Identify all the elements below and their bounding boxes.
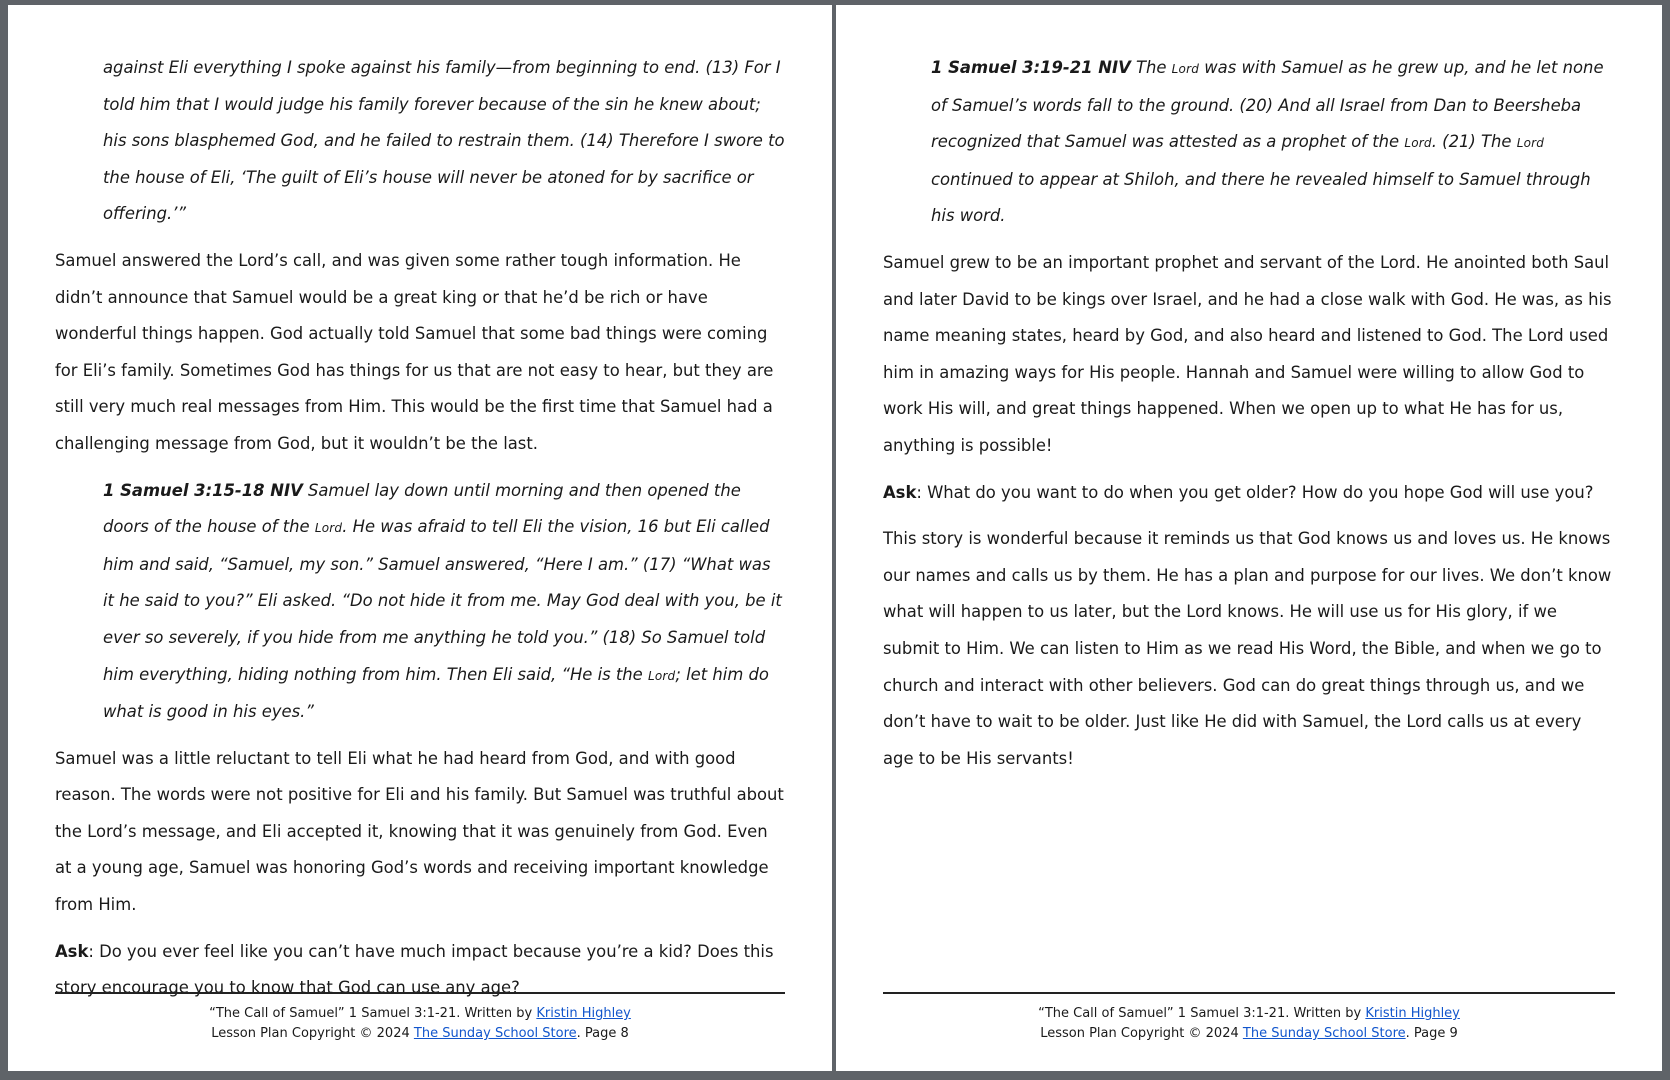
body-paragraph: Samuel grew to be an important prophet and servant of the Lord. He anointed both Saul and later David to be kings over Israel, and he had a close walk with God. He was, as his name meaning states, heard by God, and also heard and listened to God. The Lord used him in amazing ways for His people. Hannah and Samuel were willing to allow God to work His will, and great things happened. When we open up to what He has for us, anything is possible! (883, 252, 1612, 455)
store-link[interactable]: The Sunday School Store (413, 1026, 577, 1041)
store-link[interactable]: The Sunday School Store (1242, 1026, 1406, 1041)
scripture-reference: 1 Samuel 3:15-18 NIV (103, 480, 303, 500)
footer-line-1 (55, 1004, 785, 1024)
author-link[interactable]: Kristin Highley (1365, 1006, 1460, 1021)
ask-label: Ask (55, 941, 89, 961)
ask-text: : Do you ever feel like you can’t have much impact because you’re a kid? Does this story encourage you to know that God can use any age? (55, 941, 774, 998)
scripture-quote (103, 50, 785, 233)
page-footer (55, 992, 785, 1044)
page-number: . Page 9 (1405, 1026, 1458, 1041)
footer-line-2 (883, 1024, 1615, 1044)
scripture-quote (103, 473, 785, 731)
page-8 (8, 5, 832, 1071)
quote-text: against Eli everything I spoke against his family—from beginning to end. (13) For I told him that I would judge his family forever because of the sin he knew about; his sons blasphemed God, and he failed to restrain them. (14) Therefore I swore to the house of Eli, ‘The guilt of Eli’s house will never be atoned for by sacrifice or offering.’” (103, 58, 785, 224)
small-caps-lord: Lord (1516, 136, 1545, 151)
footer-copyright: Lesson Plan Copyright © 2024 (1040, 1026, 1243, 1041)
small-caps-lord: Lord (1171, 62, 1200, 76)
scripture-reference: 1 Samuel 3:19-21 NIV (931, 58, 1131, 77)
author-link[interactable]: Kristin Highley (536, 1006, 631, 1021)
footer-title: “The Call of Samuel” 1 Samuel 3:1-21. Written by (1038, 1006, 1366, 1021)
small-caps-lord: Lord (647, 668, 676, 683)
small-caps-lord: Lord (314, 521, 343, 536)
quote-text: . He was afraid to tell Eli the vision, 16 but Eli called him and said, “Samuel, my son.” Samuel answered, “Here I am.” (17) “What was it he said to you?” Eli asked. “Do not hide it from me. May God deal with you, be it ever so severely, if you hide from me anything he told you.” (18) So Samuel told him everything, hiding nothing from him. Then Eli said, “He is the (103, 517, 782, 684)
footer-title: “The Call of Samuel” 1 Samuel 3:1-21. Written by (209, 1006, 537, 1021)
page-9 (836, 5, 1662, 1071)
page-footer (883, 992, 1615, 1044)
page-content (883, 50, 1615, 787)
ask-text: : What do you want to do when you get older? How do you hope God will use you? (916, 482, 1594, 502)
footer-line-1 (883, 1004, 1615, 1024)
body-paragraph: Samuel answered the Lord’s call, and was given some rather tough information. He didn’t announce that Samuel would be a great king or that he’d be rich or have wonderful things happen. God actually told Samuel that some bad things were coming for Eli’s family. Sometimes God has things for us that are not easy to hear, but they are still very much real messages from Him. This would be the first time that Samuel had a challenging message from God, but it wouldn’t be the last. (55, 250, 774, 453)
ask-question (883, 475, 1615, 512)
page-content (55, 50, 785, 1017)
footer-copyright: Lesson Plan Copyright © 2024 (211, 1026, 414, 1041)
ask-label: Ask (883, 482, 917, 502)
footer-line-2 (55, 1024, 785, 1044)
quote-text: Samuel lay down until morning and then opened the doors of the house of the (103, 480, 741, 537)
scripture-quote (931, 50, 1615, 235)
page-number: . Page 8 (576, 1026, 629, 1041)
quote-text: was with Samuel as he grew up, and he let none of Samuel’s words fall to the ground. (20) And all Israel from Dan to Beersheba recognized that Samuel was attested as a prophet of the (931, 58, 1604, 152)
small-caps-lord: Lord (1404, 136, 1432, 151)
quote-text: The (1130, 58, 1172, 77)
body-paragraph: Samuel was a little reluctant to tell Eli what he had heard from God, and with good reason. The words were not positive for Eli and his family. But Samuel was truthful about the Lord’s message, and Eli accepted it, knowing that it was genuinely from God. Even at a young age, Samuel was honoring God’s words and receiving important knowledge from Him. (55, 748, 784, 915)
quote-text: continued to appear at Shiloh, and there he revealed himself to Samuel through his word. (931, 169, 1591, 226)
quote-text: . (21) The (1431, 132, 1517, 152)
quote-text: ; let him do what is good in his eyes.” (103, 664, 769, 722)
body-paragraph: This story is wonderful because it reminds us that God knows us and loves us. He knows our names and calls us by them. He has a plan and purpose for our lives. We don’t know what will happen to us later, but the Lord knows. He will use us for His glory, if we submit to Him. We can listen to Him as we read His Word, the Bible, and when we go to church and interact with other believers. God can do great things through us, and we don’t have to wait to be older. Just like He did with Samuel, the Lord calls us at every age to be His servants! (883, 529, 1612, 768)
